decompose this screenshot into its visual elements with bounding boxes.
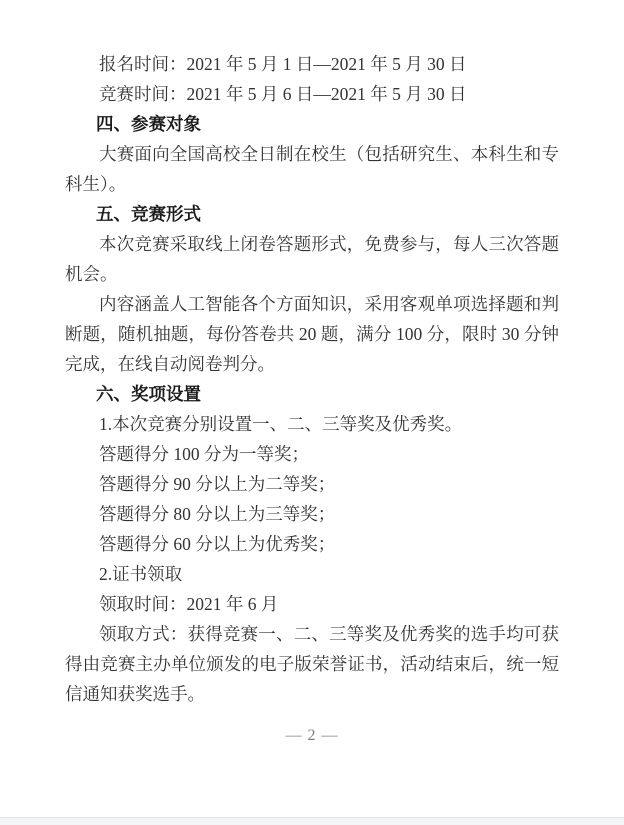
section-heading-awards: 六、奖项设置 (96, 384, 201, 404)
paragraph-participants: 大赛面向全国高校全日制在校生（包括研究生、本科生和专科生）。 (65, 144, 559, 194)
paragraph-award-excellent: 答题得分 60 分以上为优秀奖； (99, 534, 336, 554)
paragraph-competition-time: 竞赛时间：2021 年 5 月 6 日—2021 年 5 月 30 日 (99, 84, 467, 104)
page-number: — 2 — (285, 727, 339, 744)
paragraph-format-content: 内容涵盖人工智能各个方面知识，采用客观单项选择题和判断题，随机抽题，每份答卷共 20 题，满分 100 分，限时 30 分钟完成，在线自动阅卷判分。 (65, 294, 559, 374)
section-heading-format: 五、竞赛形式 (96, 204, 201, 224)
page-edge-strip (0, 817, 624, 825)
paragraph-awards-setup: 1.本次竞赛分别设置一、二、三等奖及优秀奖。 (99, 414, 463, 434)
paragraph-certificate-time: 领取时间：2021 年 6 月 (99, 594, 279, 614)
paragraph-certificate: 2.证书领取 (99, 564, 183, 584)
paragraph-certificate-method: 领取方式：获得竞赛一、二、三等奖及优秀奖的选手均可获得由竞赛主办单位颁发的电子版荣誉证书，活动结束后，统一短信通知获奖选手。 (65, 624, 559, 704)
paragraph-award-second: 答题得分 90 分以上为二等奖； (99, 474, 336, 494)
paragraph-registration-time: 报名时间：2021 年 5 月 1 日—2021 年 5 月 30 日 (99, 54, 467, 74)
paragraph-award-first: 答题得分 100 分为一等奖； (99, 444, 309, 464)
paragraph-format-online: 本次竞赛采取线上闭卷答题形式，免费参与，每人三次答题机会。 (65, 234, 559, 284)
paragraph-award-third: 答题得分 80 分以上为三等奖； (99, 504, 336, 524)
section-heading-participants: 四、参赛对象 (96, 114, 201, 134)
